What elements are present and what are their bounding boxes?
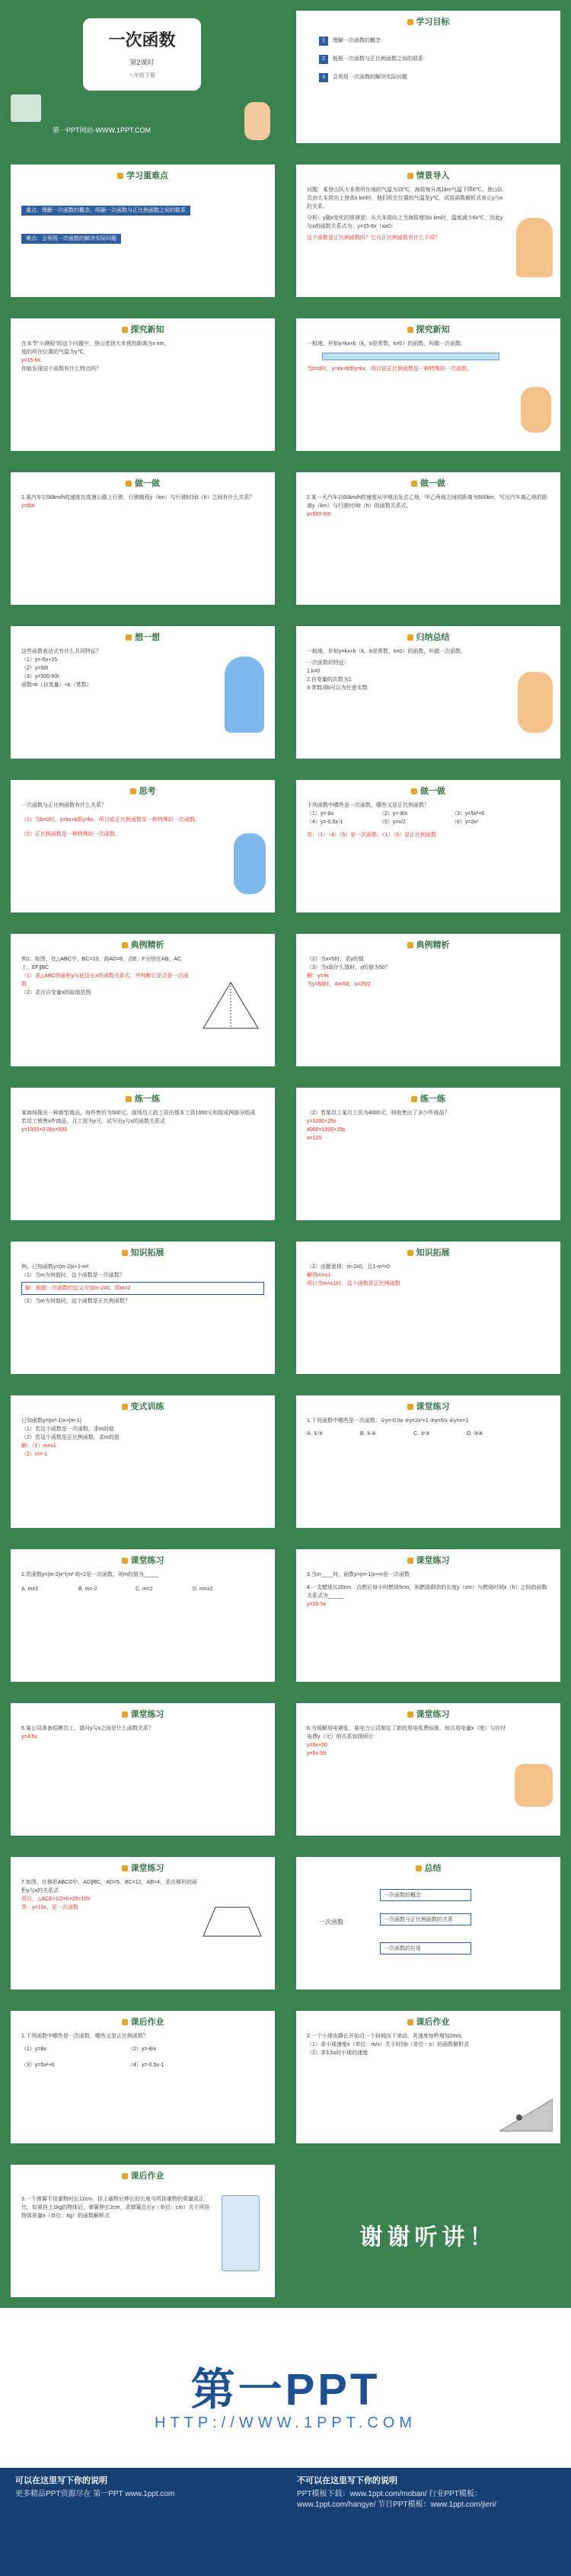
explore-text: 你能发现这个函数有什么特点吗？ — [21, 366, 101, 372]
cover-title: 一次函数 — [108, 30, 176, 50]
slide-title: 课后作业 — [416, 2018, 450, 2027]
cover-card — [83, 18, 201, 91]
slide-title: 课后作业 — [130, 2018, 164, 2027]
slide-explore-2[interactable] — [286, 308, 571, 462]
flag-icon — [122, 1404, 128, 1410]
flag-icon — [122, 2019, 128, 2025]
ruler-graphic — [322, 353, 499, 360]
footer-col1-text: 更多精品PPT资源尽在 第一PPT www.1ppt.com — [15, 2490, 175, 2498]
slide-practice-1[interactable] — [0, 1077, 286, 1231]
try-answer: y=50t — [21, 503, 35, 509]
flag-icon — [407, 19, 413, 25]
exercise-answer: y=5x-50 — [307, 1751, 327, 1756]
choice-item[interactable]: D. ③④ — [467, 1431, 483, 1437]
goal-item: 会利用一次函数的解决实际问题 — [333, 75, 407, 80]
cover-grade: 八年级下册 — [129, 73, 155, 78]
try-answer: y=500-60t — [307, 512, 331, 517]
cover-slide[interactable] — [0, 0, 286, 154]
flag-icon — [126, 634, 132, 641]
extension-text: （2）当m为何值时，这个函数是正比例函数？ — [21, 1299, 130, 1304]
example-text: （2）当x=5时，求y的值 — [307, 957, 364, 962]
homework-question: 2.一个小球由静止开始沿一个斜坡向下滚动，其速度每秒增加2m/s — [307, 2034, 462, 2039]
explore-text: 他的所在位置的气温为y℃， — [21, 350, 89, 355]
summary-feature: 3.常数项b可以为任意实数 — [307, 686, 368, 691]
exercise-question: 1.下列函数中哪些是一次函数：①y=-0.5x ②y=2x²+1 ③y=5/x ④y=x+1 — [307, 1418, 469, 1424]
footer-col1-title: 可以在这里写下你的说明 — [15, 2476, 107, 2485]
slide-summary[interactable] — [286, 615, 571, 769]
try-question: 2.某一天汽车以60km/h的速度从甲地出发去乙地，甲乙两地之间的距离为500km，写出汽车离乙地的距离y（km）与行驶时间t（h）的函数关系式。 — [307, 495, 547, 509]
example-text: （2）求出自变量x的取值范围 — [21, 990, 91, 996]
exercise-question: 6.为缓解用电紧张，某电力公司制定了新的用电收费标准，每月用电量x（度）与应付电费y（元）的关系如图所示 — [307, 1726, 506, 1740]
choice-item[interactable]: C. ②③ — [413, 1431, 430, 1437]
homework-item: （2）y=-8/x — [128, 2047, 157, 2052]
flag-icon — [407, 327, 413, 333]
choice-item[interactable]: A. m≠2 — [21, 1587, 39, 1592]
slide-class-practice-1[interactable] — [286, 1385, 571, 1539]
function-item: （2）y=50t — [21, 666, 49, 671]
extension-solution: 解得m=±1 — [307, 1273, 331, 1278]
definition-note: 当b=0时，y=kx+b即y=kx，所以说正比例函数是一种特殊的一次函数。 — [307, 366, 473, 372]
summary-definition: 一般地，形如y=kx+b（k、b是常数，k≠0）的函数，叫做一次函数。 — [307, 649, 467, 654]
try-answer: 答：（1）（4）（5）是一次函数；（1）（5）是正比例函数 — [307, 833, 436, 838]
intro-prompt: 这个函数是正比例函数吗？它与正比例函数有什么不同？ — [307, 235, 440, 241]
definition-text: 一般地，形如y=kx+b（k、b是常数，k≠0）的函数，叫做一次函数。 — [307, 341, 467, 347]
slide-title: 探究新知 — [416, 325, 450, 334]
flag-icon — [407, 1404, 413, 1410]
practice-text: （2）若某员工某月工资为4000元，则他售出了多少件商品？ — [307, 1111, 450, 1116]
flag-icon — [407, 634, 413, 641]
extension-solution: 解：根据一次函数的定义可知m-2≠0，即m≠2 — [21, 1282, 264, 1295]
intro-question: 问题：某登山队大本营所在地的气温为15℃，海拔每升高1km气温下降6℃。登山队员由大本营向上登高x km时，他们所在位置的气温是y℃，试用函数解析式表示y与x的关系。 — [307, 187, 503, 209]
choice-item: （5）y=x/2 — [379, 820, 406, 825]
choice-item[interactable]: B. m=-2 — [78, 1587, 97, 1592]
girl-illustration-icon — [516, 218, 553, 277]
slide-title: 情景导入 — [416, 171, 450, 181]
slide-title: 课堂练习 — [416, 1710, 450, 1719]
girl-illustration-icon — [521, 387, 551, 433]
homework-item: （4）y=-0.5x-1 — [128, 2063, 164, 2068]
example-text: （1）求△ABC的面积y与底边长x的函数关系式，并判断它是否是一次函数 — [21, 973, 189, 987]
variant-answer: 解：（1）m≠±1 — [21, 1443, 56, 1449]
variant-text: （2）若这个函数是正比例函数，求m的值 — [21, 1435, 120, 1440]
extension-text: （1）当m为何值时，这个函数是一次函数？ — [21, 1273, 125, 1278]
slide-key-points[interactable] — [0, 154, 286, 308]
homework-question: 1.下列函数中哪些是一次函数，哪些又是正比例函数？ — [21, 2034, 148, 2039]
slide-think[interactable] — [0, 615, 286, 769]
slide-learning-goals[interactable]: 学习目标 1 理解一次函数的概念 2 能根一次函数与正比例函数之间的联系 3 会利用一次函数的解决实际问题 — [286, 0, 571, 154]
footer-col2-text: PPT模板下载：www.1ppt.com/moban/ 行业PPT模板：www.1ppt.com/hangye/ 节日PPT模板：www.1ppt.com/jieri/ — [297, 2490, 496, 2509]
slide-class-practice-6[interactable] — [0, 1846, 286, 2000]
reflect-answer: （1）当b=0时，y=kx+b即y=kx，所以说正比例函数是一种特殊的一次函数。 — [21, 817, 200, 823]
summary-feature: 1.k≠0 — [307, 669, 321, 674]
books-icon — [11, 94, 41, 122]
goal-item: 能根一次函数与正比例函数之间的联系 — [333, 56, 423, 62]
exercise-answer: y=20-5x — [307, 1602, 327, 1607]
slide-example-2[interactable] — [286, 923, 571, 1077]
slide-title: 归纳总结 — [416, 633, 450, 642]
slide-title: 想一想 — [135, 633, 160, 642]
summary-feature: 2.自变量的次数为1 — [307, 677, 352, 682]
flag-icon — [407, 1250, 413, 1256]
mindmap-branch: 一次函数的概念 — [380, 1889, 471, 1901]
flag-icon — [122, 1250, 128, 1256]
spring-scale-icon — [222, 2195, 260, 2271]
site-logo[interactable]: 第一PPT — [190, 2365, 381, 2415]
slide-example-1[interactable] — [0, 923, 286, 1077]
slide-explore-1[interactable] — [0, 308, 286, 462]
example-text: 例1：如图，在△ABC中，BC=10，高AD=8，点E、F分别在AB、AC上，EF∥BC — [21, 957, 181, 970]
summary-feature-title: 一次函数的特征： — [307, 660, 349, 666]
slide-practice-2[interactable] — [286, 1077, 571, 1231]
slide-thanks[interactable] — [286, 2154, 571, 2308]
example-solution: 解：y=4x — [307, 973, 329, 979]
choice-item[interactable]: C. m=2 — [136, 1587, 153, 1592]
exercise-answer: y=5x+50 — [307, 1743, 327, 1748]
slide-class-practice-5[interactable] — [286, 1692, 571, 1846]
variant-text: 已知函数y=(m²-1)x+(m-1) — [21, 1418, 81, 1424]
slide-title: 做一做 — [135, 479, 160, 488]
slide-title: 课堂练习 — [416, 1402, 450, 1411]
slide-title: 学习目标 — [416, 18, 450, 27]
site-url-link[interactable]: HTTP://WWW.1PPT.COM — [155, 2415, 416, 2431]
slide-title: 知识拓展 — [130, 1248, 164, 1258]
triangle-figure — [200, 980, 261, 1033]
mindmap-root: 一次函数 — [319, 1919, 343, 1926]
choice-item: （4）y=-0.5x-1 — [307, 820, 343, 825]
flag-icon — [411, 788, 417, 794]
cover-site: 第一PPT网站-WWW.1PPT.COM — [53, 126, 151, 134]
variant-text: （1）若这个函数是一次函数，求m的值 — [21, 1427, 114, 1432]
exercise-answer: y=4.5x — [21, 1734, 37, 1740]
slide-title: 课后作业 — [130, 2172, 164, 2181]
mindmap-branch: 一次函数与正比例函数的关系 — [380, 1913, 471, 1926]
explore-text: 在本节“小测验”的这个问题中，登山者到大本营的距离为x km， — [21, 341, 170, 347]
practice-text: 若员工销售x件商品，月工资为y元，试写出y与x的函数关系式 — [21, 1119, 165, 1124]
slide-class-practice-4[interactable] — [0, 1692, 286, 1846]
slide-extension-1[interactable] — [0, 1231, 286, 1385]
choice-item: （2）y=-8/x — [379, 811, 408, 817]
practice-answer: 4000=1000+25x — [307, 1127, 346, 1133]
slide-extension-2[interactable] — [286, 1231, 571, 1385]
teacher-icon — [244, 102, 270, 140]
function-item: （1）y=-6x+15 — [21, 657, 58, 663]
exercise-question: 7.如图，在梯形ABCD中，AD∥BC，AD=5，BC=12，AB=4，求出梯形的面积y与x的关系式 — [21, 1880, 197, 1894]
flag-icon — [411, 481, 417, 487]
slide-homework-2[interactable] — [286, 2000, 571, 2154]
homework-item: （1）y=8x — [21, 2047, 46, 2052]
slide-conclusion[interactable] — [286, 1846, 571, 2000]
function-item: （3）y=500-60t — [21, 674, 59, 679]
flag-icon — [411, 1096, 417, 1102]
flag-icon — [407, 173, 413, 179]
flag-icon — [122, 327, 128, 333]
slide-title: 课堂练习 — [130, 1556, 164, 1565]
homework-item: （1）求小球速度v（单位：m/s）关于时间t（单位：s）的函数解析式 — [307, 2042, 470, 2047]
slide-title: 总结 — [424, 1864, 442, 1873]
slide-title: 课堂练习 — [130, 1864, 164, 1873]
example-solution: 当y=50时，4x=50，x=25/2 — [307, 982, 371, 987]
thanks-text: 谢谢听讲！ — [359, 2225, 497, 2250]
boy-illustration-icon — [225, 657, 264, 733]
homework-question: 3.一个弹簧不挂重物时长12cm，挂上重物后伸长的长度与所挂重物的质量成正比，如果挂上1kg的物体后，弹簧伸长2cm，求弹簧总长y（单位：cm）关于所挂物体质量x（单位：kg）的函数解析式 — [21, 2197, 210, 2219]
variant-answer: （2）m=-1 — [21, 1452, 48, 1457]
extension-text: 例、已知函数y=(m-2)x+1-m² — [21, 1264, 89, 1270]
exercise-question: 4.一支蜡烛长20cm，点燃后每小时燃烧5cm，则燃烧剩余的长度y（cm）与燃烧时间x（h）之间的函数关系式为_____ — [307, 1585, 547, 1599]
homework-item: （3）y=5x²+6 — [21, 2063, 55, 2068]
flag-icon — [407, 1711, 413, 1718]
slide-intro[interactable] — [286, 154, 571, 308]
think-question: 这些函数表达式有什么共同特征？ — [21, 649, 101, 654]
slide-try-1[interactable] — [0, 462, 286, 615]
flag-icon — [122, 1865, 128, 1871]
slide-title: 变式训练 — [130, 1402, 164, 1411]
slide-homework-3[interactable] — [0, 2154, 286, 2308]
practice-text: 某商场推出一种新型商品，每件售价为500元。商场员工的工资由基本工资1000元和提成两部分组成 — [21, 1111, 256, 1116]
practice-answer: x=120 — [307, 1136, 322, 1141]
reflect-answer: （2）正比例函数是一种特殊的一次函数。 — [21, 832, 120, 837]
promo-footer — [0, 2308, 571, 2576]
key-point: 重点：理解一次函数的概念，明确一次函数与正比例函数之间的联系 — [21, 206, 190, 216]
choice-item[interactable]: A. ①③ — [307, 1431, 324, 1437]
slide-class-practice-2[interactable] — [0, 1539, 286, 1692]
slide-homework-1[interactable] — [0, 2000, 286, 2154]
flag-icon — [126, 481, 132, 487]
choice-item: （3）y=5x²+6 — [451, 811, 485, 817]
intro-analysis: 分析：y随x变化的规律是：从大本营向上当海拔增加x km时，温度减少6x℃，因此y与x的函数关系式为：y=15-6x（x≥0） — [307, 216, 503, 229]
footer-col2-title: 不可以在这里写下你的说明 — [297, 2476, 397, 2485]
exercise-question: 2.若函数y=(m-2)x^(m²-3)+2是一次函数，则m的值为_____ — [21, 1572, 159, 1577]
extension-solution: 所以当m=±1时，这个函数是正比例函数 — [307, 1281, 400, 1286]
slide-title: 探究新知 — [130, 325, 164, 334]
flag-icon — [407, 2019, 413, 2025]
try-question: 下列函数中哪些是一次函数，哪些又是正比例函数？ — [307, 803, 429, 808]
exercise-answer: 所以，△ACE=1/2×h×20=10h — [21, 1897, 91, 1902]
slide-title: 思考 — [139, 787, 156, 796]
exercise-question: 3.当m____时，函数y=(m-1)x+m是一次函数 — [307, 1572, 410, 1577]
slide-title: 学习重难点 — [126, 171, 168, 181]
explore-formula: y=15-6x — [21, 358, 41, 363]
girl-illustration-icon — [518, 672, 553, 733]
slope-figure — [499, 2095, 553, 2133]
choice-item: （1）y=-8x — [307, 811, 334, 817]
goal-item: 理解一次函数的概念 — [333, 38, 381, 43]
slide-title: 做一做 — [420, 479, 445, 488]
flag-icon — [122, 1711, 128, 1718]
slide-reflect[interactable] — [0, 769, 286, 923]
example-text: （3）当x取什么值时，y的值为50？ — [307, 965, 391, 970]
cover-subtitle: 第2课时 — [129, 59, 155, 66]
homework-item: （2）求3.5s时小球的速度 — [307, 2050, 368, 2056]
choice-item[interactable]: B. ①④ — [360, 1431, 377, 1437]
flag-icon — [407, 1558, 413, 1564]
reflect-question: 一次函数与正比例函数有什么关系？ — [21, 803, 107, 808]
slide-title: 典例精析 — [416, 941, 450, 950]
slide-variant[interactable] — [0, 1385, 286, 1539]
flag-icon — [416, 1865, 422, 1871]
slide-title: 做一做 — [420, 787, 445, 796]
flag-icon — [122, 942, 128, 948]
choice-item[interactable]: D. m=±2 — [193, 1587, 213, 1592]
slide-try-2[interactable] — [286, 462, 571, 615]
key-point: 难点：会利用一次函数的解决实际问题 — [21, 234, 121, 244]
exercise-question: 5.某公司准备招聘员工，请问y与x之间是什么函数关系？ — [21, 1726, 154, 1731]
flag-icon — [117, 173, 123, 179]
slide-title: 知识拓展 — [416, 1248, 450, 1258]
slide-title: 练一练 — [135, 1095, 160, 1104]
flag-icon — [122, 1558, 128, 1564]
trapezoid-figure — [200, 1903, 264, 1941]
slide-class-practice-3[interactable] — [286, 1539, 571, 1692]
slide-try-3[interactable] — [286, 769, 571, 923]
slide-title: 典例精析 — [130, 941, 164, 950]
function-pattern: 函数=k（自变量）+b（常数） — [21, 682, 92, 688]
flag-icon — [130, 788, 136, 794]
flag-icon — [407, 942, 413, 948]
exercise-answer: 答：y=10x，是一次函数 — [21, 1905, 78, 1910]
flag-icon — [126, 1096, 132, 1102]
try-question: 1.某汽车以50km/h的速度在高速公路上行驶，行驶路程y（km）与行驶时间t（h）之间有什么关系？ — [21, 495, 255, 500]
slide-title: 课堂练习 — [416, 1556, 450, 1565]
extension-text: （2）由题意得：m-2≠0，且1-m²=0 — [307, 1264, 391, 1270]
mindmap-branch: 一次函数的应用 — [380, 1942, 471, 1954]
slide-title: 练一练 — [420, 1095, 445, 1104]
practice-answer: y=1000+0.05x×500 — [21, 1127, 68, 1133]
flag-icon — [122, 2173, 128, 2179]
student-illustration-icon — [515, 1764, 553, 1807]
practice-answer: y=1000+25x — [307, 1119, 337, 1124]
boy-illustration-icon — [234, 833, 266, 894]
choice-item: （6）y=2x² — [451, 820, 479, 825]
slide-title: 课堂练习 — [130, 1710, 164, 1719]
